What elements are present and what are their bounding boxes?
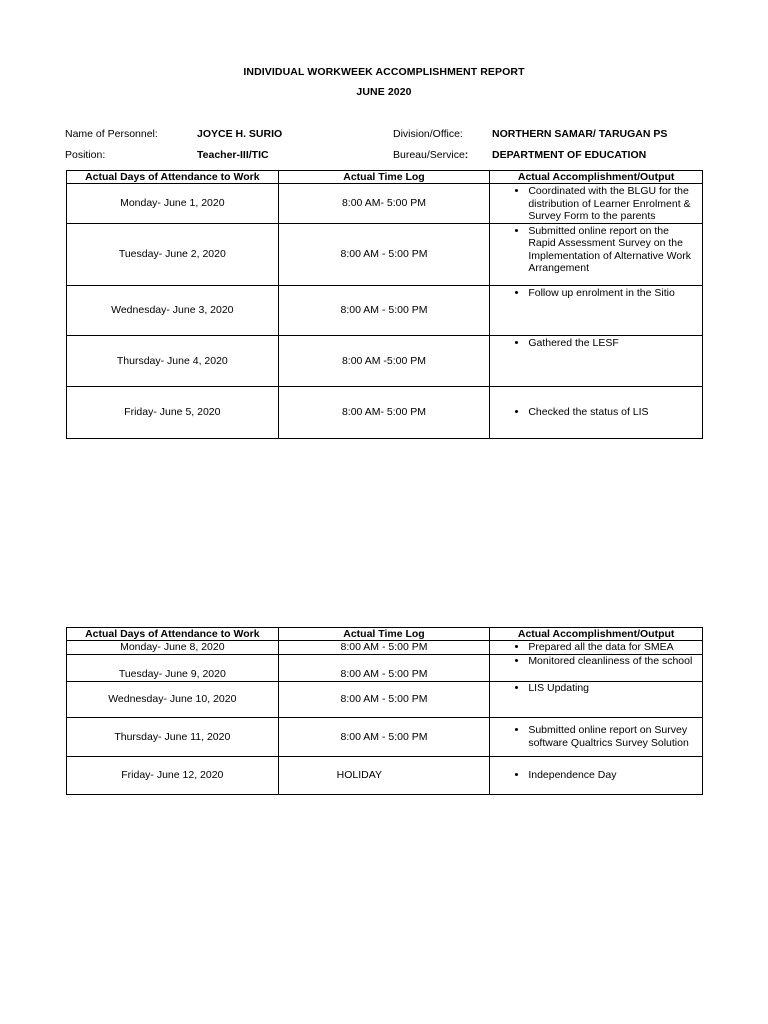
accomplishment-cell <box>490 335 703 386</box>
division-value: NORTHERN SAMAR/ TARUGAN PS <box>492 128 668 140</box>
accomplishment-cell <box>490 681 703 717</box>
day-cell: Friday- June 5, 2020 <box>67 386 279 438</box>
time-cell: 8:00 AM- 5:00 PM <box>278 184 490 224</box>
table-header-row <box>67 628 703 641</box>
table-row <box>67 641 703 655</box>
list-item: • LIS Updating <box>528 682 698 695</box>
time-cell: 8:00 AM - 5:00 PM <box>278 641 490 655</box>
list-item: • Independence Day <box>528 769 698 782</box>
column-header-accomplishment: Actual Accomplishment/Output <box>490 171 703 184</box>
time-cell: 8:00 AM- 5:00 PM <box>278 386 490 438</box>
table-row <box>67 681 703 717</box>
table-row <box>67 335 703 386</box>
time-cell: 8:00 AM - 5:00 PM <box>278 654 490 681</box>
list-item: • Prepared all the data for SMEA <box>528 641 698 654</box>
day-cell: Tuesday- June 9, 2020 <box>67 654 279 681</box>
day-cell: Monday- June 8, 2020 <box>67 641 279 655</box>
table-row <box>67 654 703 681</box>
list-item: • Coordinated with the BLGU for the distribution of Learner Enrolment & Survey Form to the parents <box>528 185 698 223</box>
table-row <box>67 386 703 438</box>
position-label: Position: <box>65 149 106 161</box>
table-row <box>67 184 703 224</box>
column-header-time: Actual Time Log <box>278 628 490 641</box>
accomplishment-cell <box>490 756 703 794</box>
table-row <box>67 285 703 335</box>
column-header-days: Actual Days of Attendance to Work <box>67 171 279 184</box>
table-row <box>67 223 703 285</box>
name-value: JOYCE H. SURIO <box>197 128 283 140</box>
position-value: Teacher-III/TIC <box>197 149 269 161</box>
week2-table <box>66 627 703 795</box>
time-cell: 8:00 AM - 5:00 PM <box>278 223 490 285</box>
report-title: INDIVIDUAL WORKWEEK ACCOMPLISHMENT REPORT <box>243 66 525 78</box>
name-label: Name of Personnel: <box>65 128 158 140</box>
day-cell: Thursday- June 11, 2020 <box>67 717 279 756</box>
list-item: • Submitted online report on the Rapid Assessment Survey on the Implementation of Alternative Work Arrangement <box>528 225 698 275</box>
accomplishment-cell <box>490 641 703 655</box>
day-cell: Tuesday- June 2, 2020 <box>67 223 279 285</box>
report-month: JUNE 2020 <box>356 86 412 98</box>
day-cell: Wednesday- June 10, 2020 <box>67 681 279 717</box>
day-cell: Thursday- June 4, 2020 <box>67 335 279 386</box>
accomplishment-cell <box>490 654 703 681</box>
list-item: • Submitted online report on Survey software Qualtrics Survey Solution <box>528 724 698 749</box>
table-header-row <box>67 171 703 184</box>
time-cell: 8:00 AM - 5:00 PM <box>278 717 490 756</box>
time-cell: HOLIDAY <box>278 756 490 794</box>
accomplishment-cell <box>490 184 703 224</box>
time-cell: 8:00 AM - 5:00 PM <box>278 285 490 335</box>
column-header-days: Actual Days of Attendance to Work <box>67 628 279 641</box>
day-cell: Friday- June 12, 2020 <box>67 756 279 794</box>
table-row <box>67 756 703 794</box>
accomplishment-cell <box>490 285 703 335</box>
column-header-time: Actual Time Log <box>278 171 490 184</box>
list-item: • Gathered the LESF <box>528 337 698 350</box>
list-item: • Follow up enrolment in the Sitio <box>528 287 698 300</box>
column-header-accomplishment: Actual Accomplishment/Output <box>490 628 703 641</box>
time-cell: 8:00 AM -5:00 PM <box>278 335 490 386</box>
accomplishment-cell <box>490 717 703 756</box>
bureau-value: DEPARTMENT OF EDUCATION <box>492 149 647 161</box>
bureau-label: Bureau/Service: <box>393 149 469 161</box>
day-cell: Monday- June 1, 2020 <box>67 184 279 224</box>
accomplishment-cell <box>490 386 703 438</box>
division-label: Division/Office: <box>393 128 463 140</box>
time-cell: 8:00 AM - 5:00 PM <box>278 681 490 717</box>
day-cell: Wednesday- June 3, 2020 <box>67 285 279 335</box>
list-item: • Monitored cleanliness of the school <box>528 655 698 668</box>
list-item: • Checked the status of LIS <box>528 406 698 419</box>
week1-table <box>66 170 703 439</box>
accomplishment-cell <box>490 223 703 285</box>
table-row <box>67 717 703 756</box>
